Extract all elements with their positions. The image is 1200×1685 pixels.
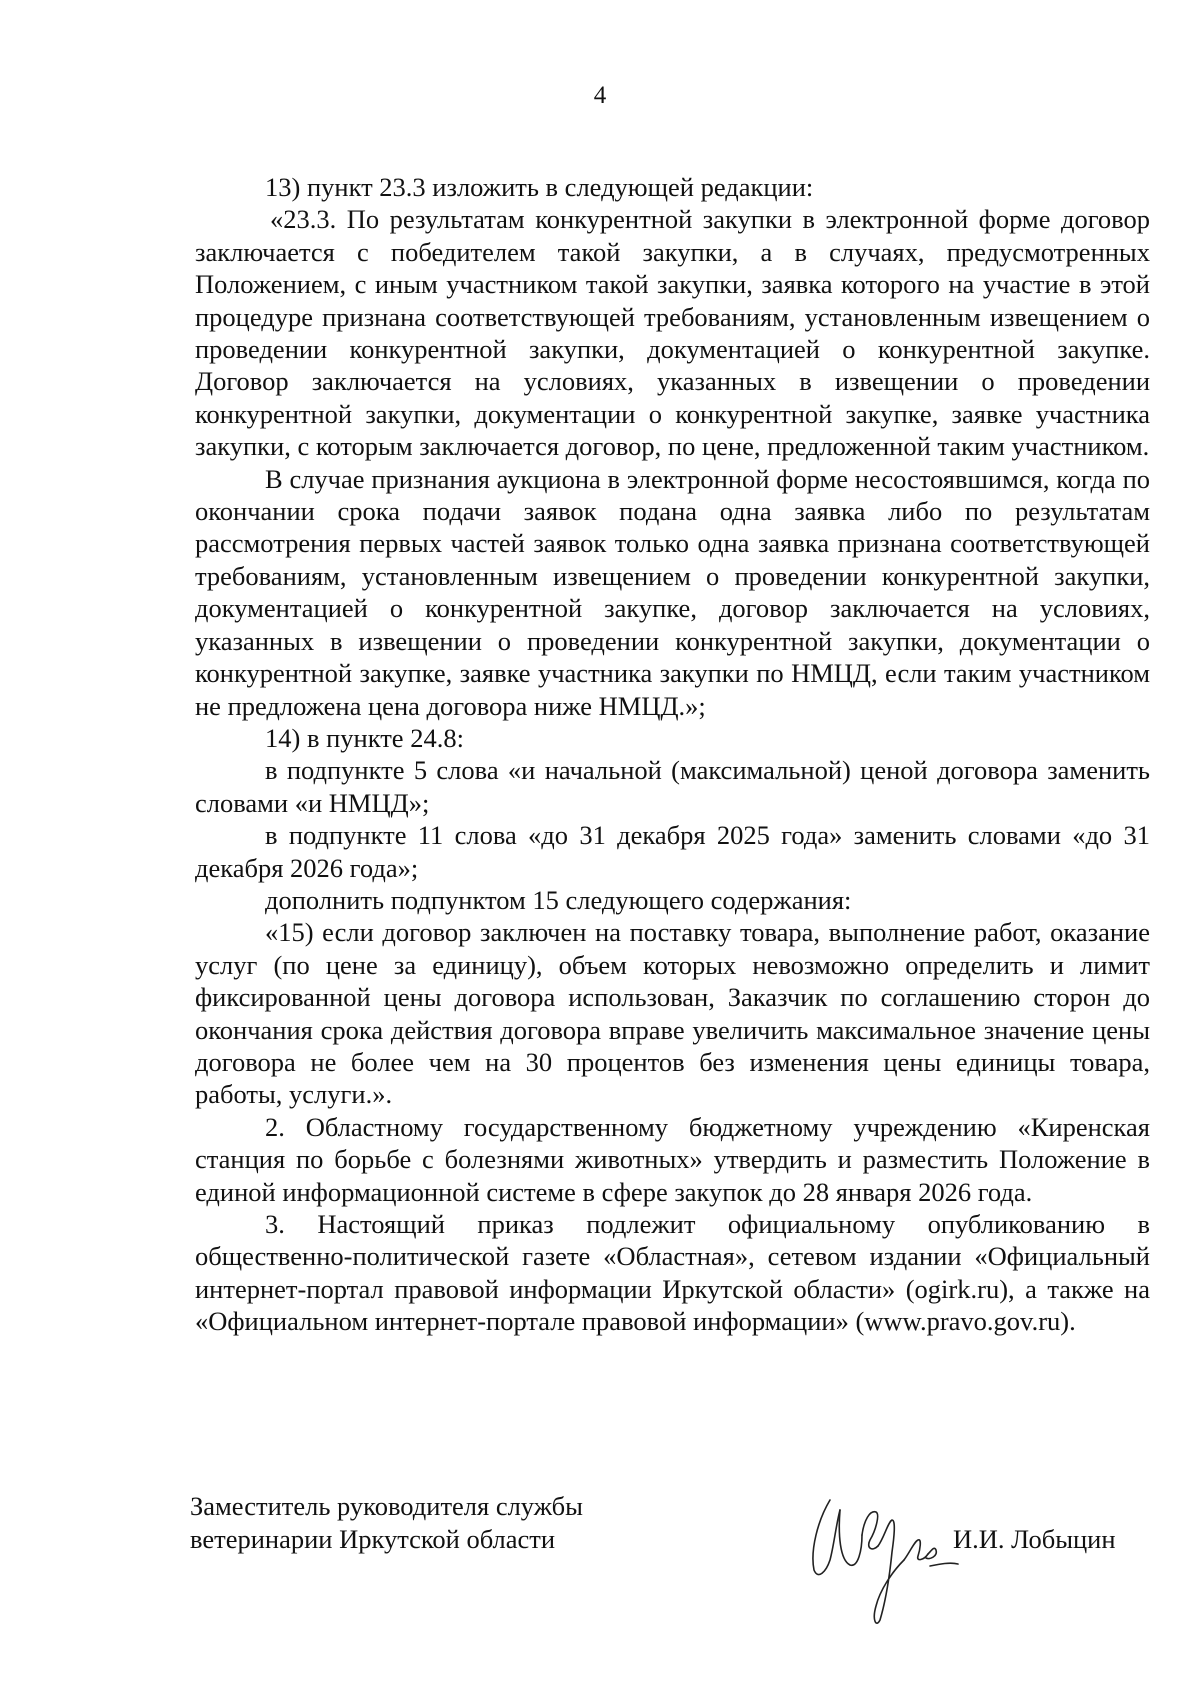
signatory-title-line-1: Заместитель руководителя службы bbox=[190, 1491, 583, 1521]
paragraph-item-2: 2. Областному государственному бюджетному учреждению «Киренская станция по борьбе с болезнями животных» утвердить и разместить Положение в единой информационной системе в сфере закупок до 28 января 2026 года. bbox=[195, 1111, 1150, 1207]
signatory-name: И.И. Лобыцин bbox=[953, 1524, 1116, 1554]
paragraph-subitem-15-text: «15) если договор заключен на поставку товара, выполнение работ, оказание услуг (по цене за единицу), объем которых невозможно определить и лимит фиксированной цены договора использован, Заказчик по соглашению сторон до окончания срока действия договора вправе увеличить максимальное значение цены договора не более чем на 30 процентов без изменения цены единицы товара, работы, услуги.». bbox=[195, 917, 1150, 1110]
paragraph-item-14: 14) в пункте 24.8: bbox=[265, 722, 464, 753]
handwritten-signature bbox=[800, 1480, 960, 1630]
paragraph-clause-23-3: «23.3. По результатам конкурентной закупки в электронной форме договор заключается с победителем такой закупки, а в случаях, предусмотренных Положением, с иным участником такой закупки, заявка которого на участие в этой процедуре признана соответствующей требованиям, установленным извещением о проведении конкурентной закупки, документацией о конкурентной закупке. Договор заключается на условиях, указанных в извещении о проведении конкурентной закупки, документации о конкурентной закупке, заявке участника закупки, с которым заключается договор, по цене, предложенной таким участником. bbox=[195, 204, 1150, 462]
paragraph-auction-case: В случае признания аукциона в электронной форме несостоявшимся, когда по окончании срока подачи заявок подана одна заявка либо по результатам рассмотрения первых частей заявок только одна заявка признана соответствующей требованиям, установленным извещением о проведении конкурентной закупки, документацией о конкурентной закупке, договор заключается на условиях, указанных в извещении о проведении конкурентной закупки, документации о конкурентной закупке, заявке участника закупки по НМЦД, если таким участником не предложена цена договора ниже НМЦД.»; bbox=[195, 463, 1150, 721]
paragraph-add-subitem-15: дополнить подпунктом 15 следующего содержания: bbox=[265, 884, 852, 915]
signature-block bbox=[190, 1490, 1170, 1630]
signatory-title bbox=[190, 1490, 583, 1556]
paragraph-subitem-5: в подпункте 5 слова «и начальной (максимальной) ценой договора заменить словами «и НМЦД»; bbox=[195, 755, 1150, 818]
document-body bbox=[195, 171, 1150, 1338]
paragraph-item-13: 13) пункт 23.3 изложить в следующей редакции: bbox=[265, 172, 814, 202]
paragraph-subitem-11: в подпункте 11 слова «до 31 декабря 2025 года» заменить словами «до 31 декабря 2026 года»; bbox=[195, 820, 1150, 883]
paragraph-item-3: 3. Настоящий приказ подлежит официальному опубликованию в общественно-политической газете «Областная», сетевом издании «Официальный интернет-портал правовой информации Иркутской области» (ogirk.ru), а также на «Официальном интернет-портале правовой информации» (www.pravo.gov.ru). bbox=[195, 1209, 1150, 1337]
page-number: 4 bbox=[593, 82, 607, 109]
signatory-title-line-2: ветеринарии Иркутской области bbox=[190, 1524, 556, 1554]
